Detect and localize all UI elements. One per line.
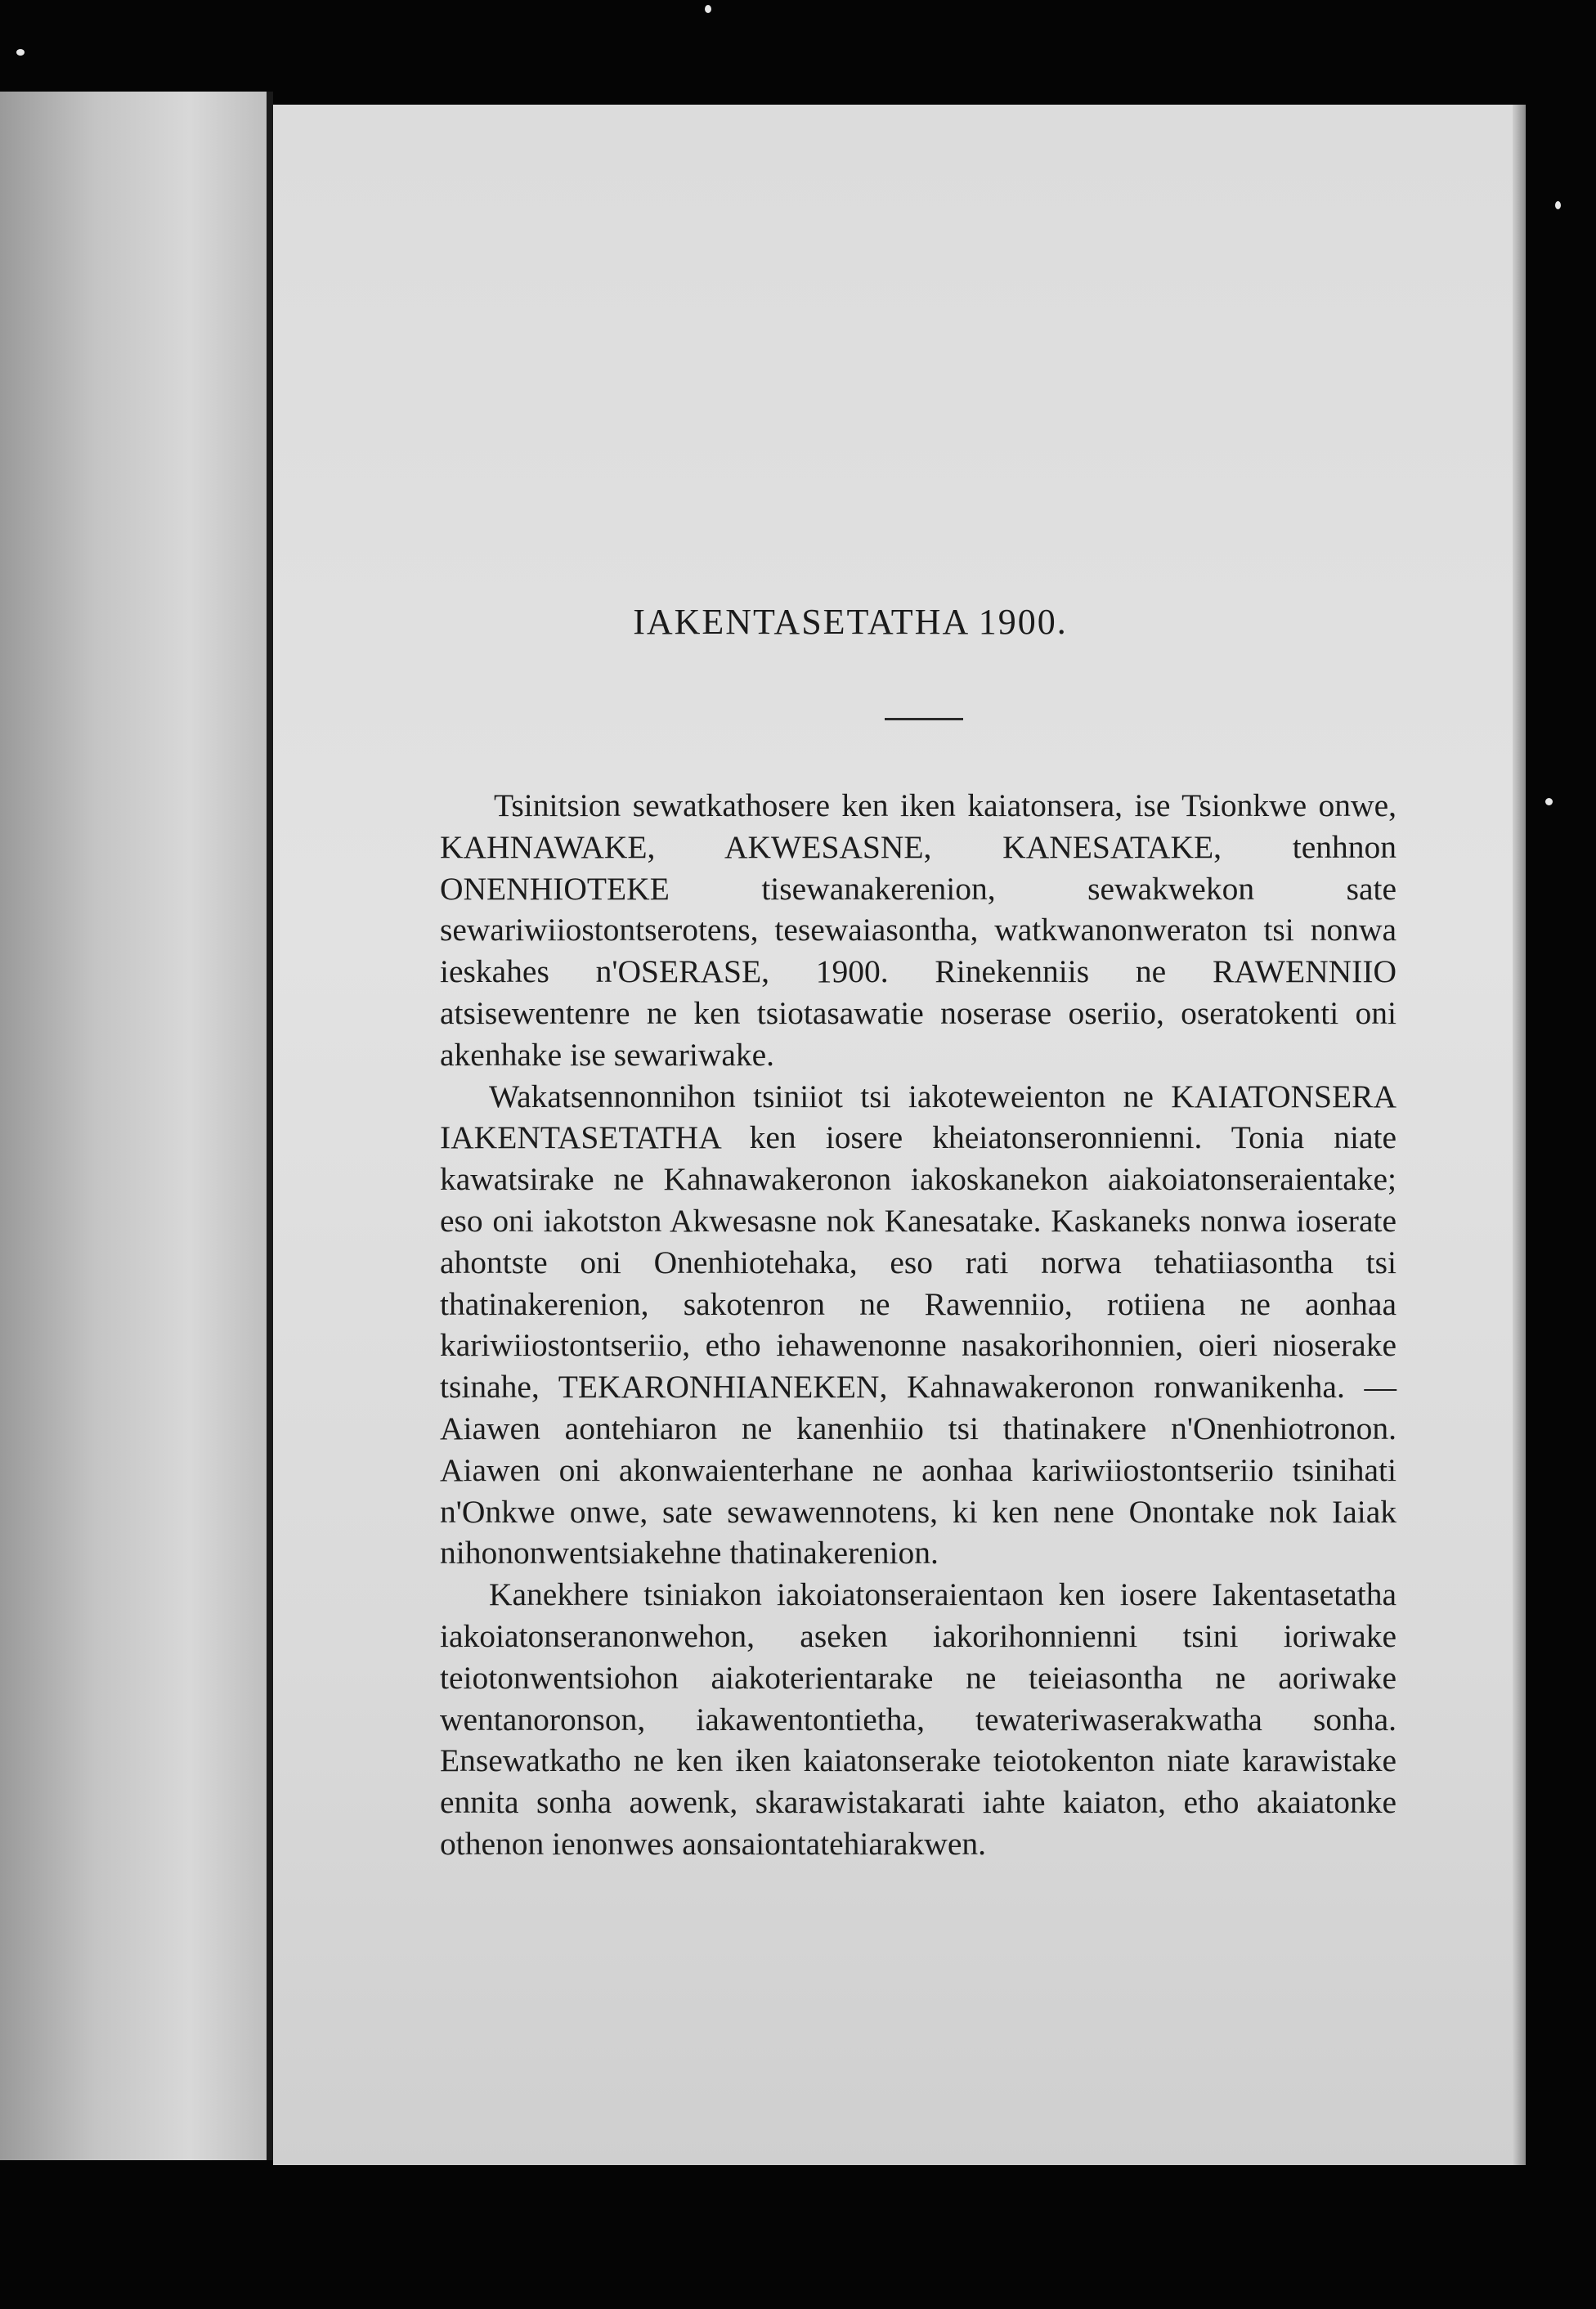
scan-speck xyxy=(705,5,711,13)
left-page-edge xyxy=(0,92,271,2160)
scan-speck xyxy=(16,49,25,56)
page-title: IAKENTASETATHA 1900. xyxy=(633,602,1068,642)
paragraph-3: Kanekhere tsiniakon iakoiatonseraientaon ken iosere Iakentasetatha iakoiatonseranonwehon, aseken iakorihonnienni tsini ioriwake teiotonwentsiohon aiakoterientarake ne teieiasontha ne aoriwake wentanoronson, iakawentontietha, tewateriwaserakwatha sonha. Ensewatkatho ne ken iken kaiatonserake teiotokenton niate karawistake ennita sonha aowenk, skarawistakarati iahte kaiaton, etho akaiatonke othenon ienonwes aonsaiontatehiarakwen. xyxy=(440,1576,1396,1862)
paragraph-2: Wakatsennonnihon tsiniiot tsi iakoteweienton ne KAIATONSERA IAKENTASETATHA ken iosere kheiatonseronnienni. Tonia niate kawatsirake ne Kahnawakeronon iakoskanekon aiakoiatonseraientake; eso oni iakotston Akwesasne nok Kanesatake. Kaskaneks nonwa ioserate ahontste oni Onenhiotehaka, eso rati norwa tehatiiasontha tsi thatinakerenion, sakotenron ne Rawenniio, rotiiena ne aonhaa kariwiiostontseriio, etho iehawenonne nasakorihonnien, oieri nioserake tsinahe, TEKARONHIANEKEN, Kahnawakeronon ronwanikenha. —Aiawen aontehiaron ne kanenhiio tsi thatinakere n'Onenhiotronon. Aiawen oni akonwaienterhane ne aonhaa kariwiiostontseriio tsinihati n'Onkwe onwe, sate sewawennotens, ki ken nene Onontake nok Iaiak nihononwentsiakehne thatinakerenion. xyxy=(440,1078,1396,1571)
right-page-shadow xyxy=(1513,105,1526,2165)
paragraph-1: Tsinitsion sewatkathosere ken iken kaiatonsera, ise Tsionkwe onwe, KAHNAWAKE, AKWESASNE, KANESATAKE, tenhnon ONENHIOTEKE tisewanakerenion, sewakwekon sate sewariwiiostontserotens, tesewaiasontha, watkwanonweraton tsi nonwa ieskahes n'OSERASE, 1900. Rinekenniis ne RAWENNIIO atsisewentenre ne ken tsiotasawatie noserase oseriio, oseratokenti oni akenhake ise sewariwake. xyxy=(440,787,1396,1073)
book-gutter xyxy=(267,92,273,2160)
title-divider xyxy=(885,718,963,720)
scan-speck xyxy=(1555,201,1561,209)
body-text xyxy=(440,785,1396,1865)
scan-speck xyxy=(1545,798,1553,805)
